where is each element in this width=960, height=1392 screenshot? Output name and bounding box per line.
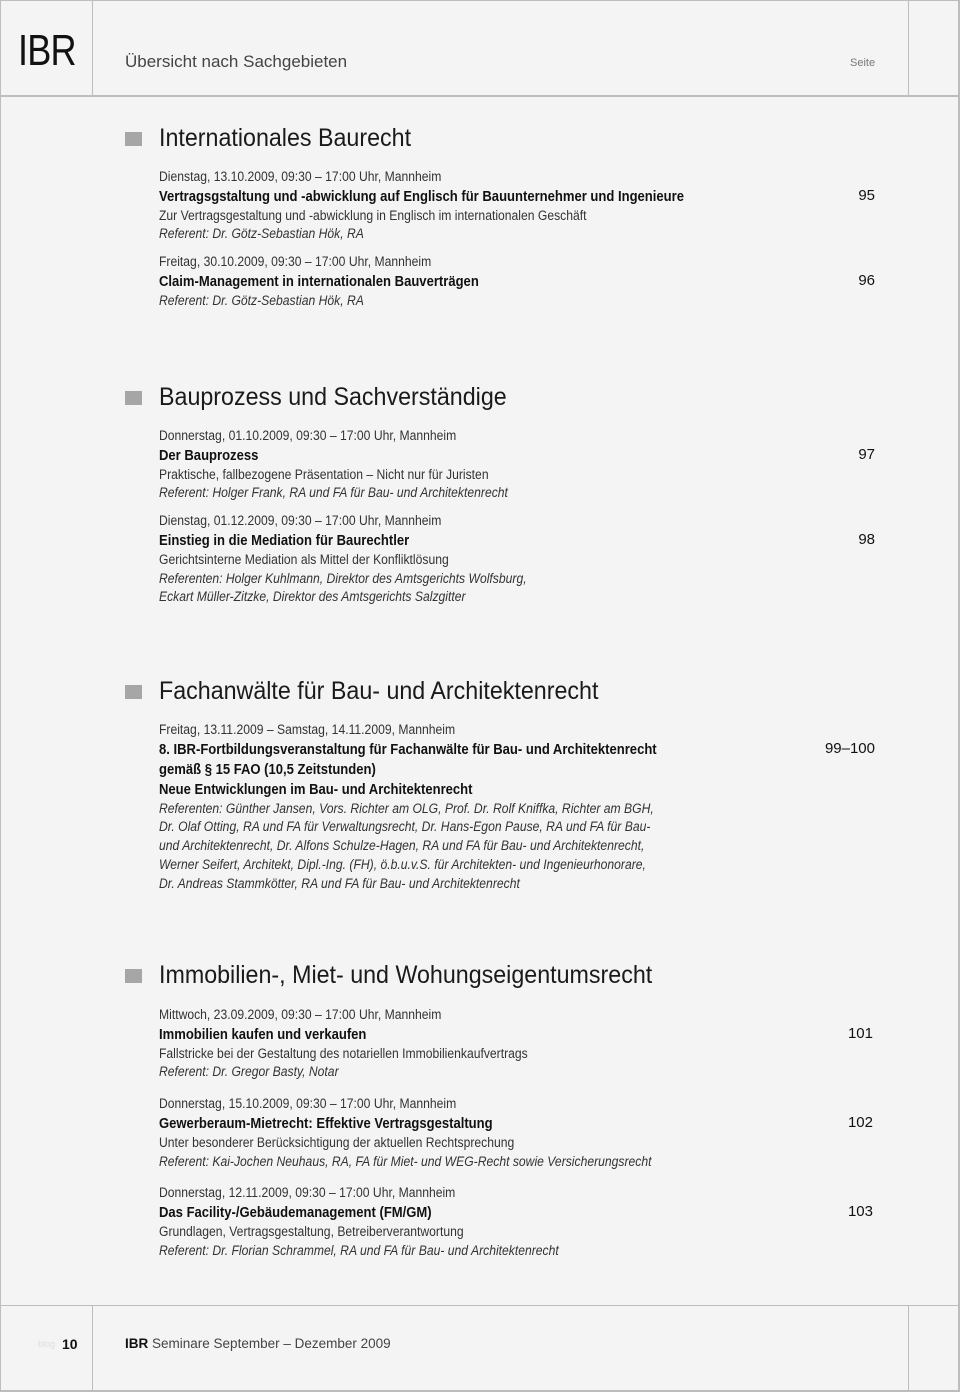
seminar-speakers: Werner Seifert, Architekt, Dipl.-Ing. (FH), ö.b.u.v.S. für Architekten- und Ingenieurhonorare, [159, 856, 646, 872]
seminar-date: Donnerstag, 01.10.2009, 09:30 – 17:00 Uhr, Mannheim [159, 428, 457, 443]
seminar-speakers: Referent: Holger Frank, RA und FA für Bau- und Architektenrecht [159, 485, 508, 501]
seminar-page-number: 99–100 [824, 740, 875, 757]
seminar-speakers: und Architektenrecht, Dr. Alfons Schulze-Hagen, RA und FA für Bau- und Architektenrecht, [159, 838, 645, 854]
seminar-date: Donnerstag, 15.10.2009, 09:30 – 17:00 Uhr, Mannheim [159, 1096, 457, 1112]
seminar-subtitle: Praktische, fallbezogene Präsentation – Nicht nur für Juristen [159, 466, 489, 482]
footer-faint-label: blog [38, 1339, 56, 1349]
seminar-page-number: 102 [847, 1114, 873, 1132]
seminar-subtitle: Gerichtsinterne Mediation als Mittel der Konfliktlösung [159, 551, 449, 567]
seminar-page-number: 101 [847, 1025, 873, 1042]
seminar-speakers: Dr. Olaf Otting, RA und FA für Verwaltungsrecht, Dr. Hans-Egon Pause, RA und FA für Bau- [159, 819, 651, 835]
frame-footer-divider [92, 1305, 93, 1392]
seminar-entry [159, 253, 875, 310]
section-bauprozess [125, 383, 875, 607]
section-bullet-icon [125, 969, 142, 983]
seminar-date: Donnerstag, 12.11.2009, 09:30 – 17:00 Uhr, Mannheim [159, 1185, 456, 1201]
seminar-page-number: 98 [858, 531, 875, 549]
seminar-title: Claim-Management in internationalen Bauverträgen [159, 273, 479, 290]
section-internationales-baurecht [125, 124, 875, 311]
seminar-entry [159, 168, 875, 244]
section-title: Immobilien-, Miet- und Wohungseigentumsrecht [159, 961, 653, 989]
seminar-title: Gewerberaum-Mietrecht: Effektive Vertragsgestaltung [159, 1115, 493, 1132]
section-immobilienrecht [125, 961, 875, 1260]
seminar-title: gemäß § 15 FAO (10,5 Zeitstunden) [159, 761, 376, 778]
section-title: Fachanwälte für Bau- und Architektenrecht [159, 677, 599, 705]
section-title: Internationales Baurecht [159, 124, 412, 152]
seminar-entry [159, 427, 875, 503]
seminar-date: Freitag, 13.11.2009 – Samstag, 14.11.2009, Mannheim [159, 722, 456, 737]
seminar-speakers: Referenten: Günther Jansen, Vors. Richter am OLG, Prof. Dr. Rolf Kniffka, Richter am BGH, [159, 800, 654, 816]
seminar-title: Der Bauprozess [159, 447, 259, 464]
seminar-title: Immobilien kaufen und verkaufen [159, 1026, 367, 1043]
seminar-subtitle: Fallstricke bei der Gestaltung des notariellen Immobilienkaufvertrags [159, 1045, 528, 1061]
page-header [0, 0, 960, 96]
seminar-title: Neue Entwicklungen im Bau- und Architektenrecht [159, 781, 473, 798]
seminar-subtitle: Grundlagen, Vertragsgestaltung, Betreiberverantwortung [159, 1223, 464, 1239]
frame-left-line [0, 0, 1, 1392]
seminar-date: Freitag, 30.10.2009, 09:30 – 17:00 Uhr, Mannheim [159, 254, 432, 270]
seminar-date: Dienstag, 13.10.2009, 09:30 – 17:00 Uhr, Mannheim [159, 169, 442, 184]
page-column-label: Seite [850, 57, 876, 69]
seminar-speakers: Referenten: Holger Kuhlmann, Direktor des Amtsgerichts Wolfsburg, [159, 570, 527, 586]
frame-footer-right-divider [908, 1305, 909, 1392]
seminar-speakers: Referent: Dr. Florian Schrammel, RA und FA für Bau- und Architektenrecht [159, 1242, 559, 1258]
seminar-title: Einstieg in die Mediation für Baurechtler [159, 532, 410, 549]
section-bullet-icon [125, 132, 142, 146]
seminar-date: Dienstag, 01.12.2009, 09:30 – 17:00 Uhr, Mannheim [159, 513, 442, 529]
seminar-page-number: 96 [858, 272, 875, 290]
seminar-title: 8. IBR-Fortbildungsveranstaltung für Fachanwälte für Bau- und Architektenrecht [159, 741, 657, 758]
ibr-logo: IBR [18, 26, 76, 75]
section-title: Bauprozess und Sachverständige [159, 383, 507, 411]
seminar-entry [159, 1006, 875, 1082]
section-bullet-icon [125, 391, 142, 405]
seminar-entry [159, 721, 875, 893]
footer-text: Seminare September – Dezember 2009 [152, 1336, 391, 1351]
seminar-page-number: 103 [847, 1203, 873, 1221]
footer-publication-title [125, 1336, 391, 1351]
seminar-title: Vertragsgstaltung und -abwicklung auf Englisch für Bauunternehmer und Ingenieure [159, 188, 684, 205]
seminar-page-number: 97 [858, 446, 875, 463]
seminar-entry [159, 512, 875, 607]
seminar-speakers: Referent: Kai-Jochen Neuhaus, RA, FA für Miet- und WEG-Recht sowie Versicherungsrecht [159, 1153, 652, 1169]
seminar-page-number: 95 [858, 187, 875, 204]
seminar-subtitle: Unter besonderer Berücksichtigung der aktuellen Rechtsprechung [159, 1134, 515, 1150]
seminar-subtitle: Zur Vertragsgestaltung und -abwicklung in Englisch im internationalen Geschäft [159, 207, 587, 223]
seminar-speakers: Referent: Dr. Gregor Basty, Notar [159, 1064, 339, 1080]
page-title: Übersicht nach Sachgebieten [125, 52, 348, 71]
section-fachanwaelte [125, 677, 875, 893]
footer-page-number: 10 [62, 1336, 78, 1352]
seminar-date: Mittwoch, 23.09.2009, 09:30 – 17:00 Uhr, Mannheim [159, 1007, 442, 1022]
seminar-title: Das Facility-/Gebäudemanagement (FM/GM) [159, 1204, 432, 1221]
seminar-speakers: Referent: Dr. Götz-Sebastian Hök, RA [159, 292, 364, 308]
footer-brand: IBR [125, 1336, 149, 1351]
seminar-speakers: Referent: Dr. Götz-Sebastian Hök, RA [159, 226, 364, 242]
frame-footer-top-line [0, 1305, 960, 1306]
seminar-speakers: Eckart Müller-Zitzke, Direktor des Amtsgerichts Salzgitter [159, 589, 466, 605]
seminar-speakers: Dr. Andreas Stammkötter, RA und FA für Bau- und Architektenrecht [159, 875, 520, 891]
seminar-entry [159, 1184, 875, 1260]
seminar-entry [159, 1095, 875, 1171]
section-bullet-icon [125, 685, 142, 699]
